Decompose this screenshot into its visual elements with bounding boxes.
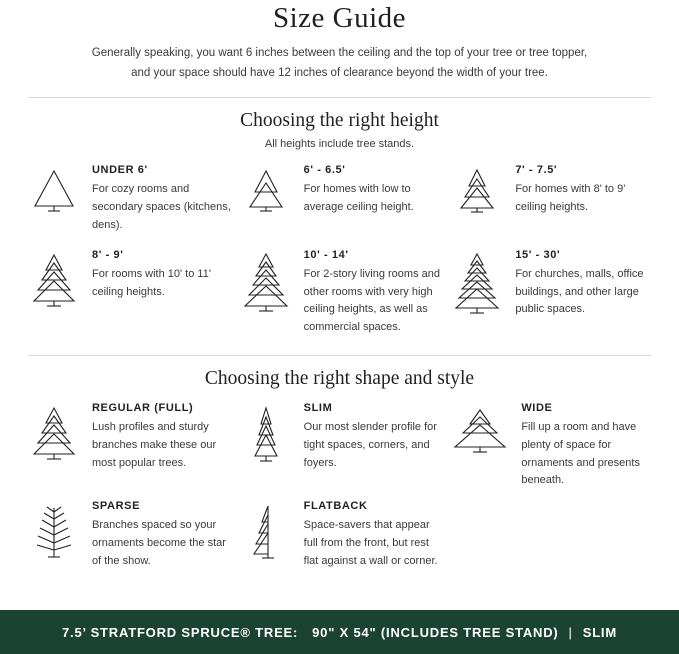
height-option-10-to-14 bbox=[234, 249, 446, 337]
tree-slim-icon bbox=[238, 402, 294, 468]
tree-4-tier-icon bbox=[26, 249, 82, 315]
height-option-15-to-30 bbox=[445, 249, 657, 337]
height-option-under-6 bbox=[22, 164, 234, 234]
product-shape: SLIM bbox=[582, 624, 617, 640]
height-option-7-to-7-5 bbox=[445, 164, 657, 234]
page-title: Size Guide bbox=[272, 2, 407, 34]
option-desc: For churches, malls, office buildings, and other large public spaces. bbox=[515, 267, 644, 316]
option-label: SLIM bbox=[303, 401, 333, 414]
shape-option-flatback bbox=[234, 500, 446, 570]
divider-top bbox=[28, 97, 651, 98]
shape-option-sparse bbox=[22, 500, 234, 570]
tree-wide-icon bbox=[449, 402, 511, 468]
option-label: WIDE bbox=[521, 401, 553, 414]
selected-product-summary bbox=[62, 625, 617, 640]
height-option-6-to-6-5 bbox=[234, 164, 446, 234]
tree-flatback-icon bbox=[238, 500, 294, 566]
option-label: 10' - 14' bbox=[303, 248, 349, 261]
option-desc: Branches spaced so your ornaments become the star of the show. bbox=[92, 519, 226, 567]
option-desc: For 2-story living rooms and other rooms with very high ceiling heights, as well as commercial spaces. bbox=[303, 267, 440, 334]
shape-section-title: Choosing the right shape and style bbox=[204, 367, 475, 389]
height-section-title: Choosing the right height bbox=[240, 110, 439, 132]
option-label: REGULAR (FULL) bbox=[92, 401, 194, 414]
height-options-grid bbox=[0, 150, 679, 337]
option-desc: Our most slender profile for tight spaces, corners, and foyers. bbox=[303, 420, 437, 469]
option-label: 6' - 6.5' bbox=[303, 164, 346, 177]
option-label: 8' - 9' bbox=[92, 248, 124, 261]
product-name: 7.5’ STRATFORD SPRUCE® TREE: bbox=[62, 624, 299, 640]
shape-grid-empty-cell bbox=[445, 500, 657, 570]
option-desc: Space-savers that appear full from the front, but rest flat against a wall or corner. bbox=[303, 519, 438, 567]
height-option-8-to-9 bbox=[22, 249, 234, 337]
tree-1-tier-icon bbox=[26, 164, 82, 230]
tree-sparse-icon bbox=[26, 500, 82, 566]
option-label: FLATBACK bbox=[303, 500, 368, 513]
option-desc: Lush profiles and sturdy branches make these our most popular trees. bbox=[92, 420, 217, 469]
tree-regular-full-icon bbox=[26, 402, 82, 468]
shape-options-grid bbox=[0, 390, 679, 571]
option-desc: For rooms with 10' to 11' ceiling heights. bbox=[92, 267, 211, 298]
height-section-subtitle: All heights include tree stands. bbox=[264, 138, 415, 151]
divider-middle bbox=[28, 355, 651, 356]
option-label: UNDER 6' bbox=[92, 164, 148, 177]
selected-product-bar bbox=[0, 610, 679, 654]
product-dimensions: 90" X 54" (INCLUDES TREE STAND) bbox=[312, 624, 559, 640]
option-desc: Fill up a room and have plenty of space for ornaments and presents beneath. bbox=[521, 420, 640, 487]
option-desc: For cozy rooms and secondary spaces (kitchens, dens). bbox=[92, 183, 231, 231]
option-desc: For homes with low to average ceiling height. bbox=[303, 183, 414, 214]
option-label: 15' - 30' bbox=[515, 248, 561, 261]
tree-3-tier-icon bbox=[449, 164, 505, 230]
tree-6-tier-icon bbox=[449, 249, 505, 315]
option-label: SPARSE bbox=[92, 500, 141, 513]
footer-separator: | bbox=[568, 624, 573, 640]
shape-option-slim bbox=[234, 402, 446, 490]
tree-2-tier-icon bbox=[238, 164, 294, 230]
shape-option-wide bbox=[445, 402, 657, 490]
tree-5-tier-icon bbox=[238, 249, 294, 315]
shape-option-regular-full bbox=[22, 402, 234, 490]
option-desc: For homes with 8' to 9' ceiling heights. bbox=[515, 183, 626, 214]
intro-text: Generally speaking, you want 6 inches between the ceiling and the top of your tree or tree topper, and your space should have 12 inches of clearance beyond the width of your tree. bbox=[91, 47, 588, 80]
option-label: 7' - 7.5' bbox=[515, 164, 558, 177]
